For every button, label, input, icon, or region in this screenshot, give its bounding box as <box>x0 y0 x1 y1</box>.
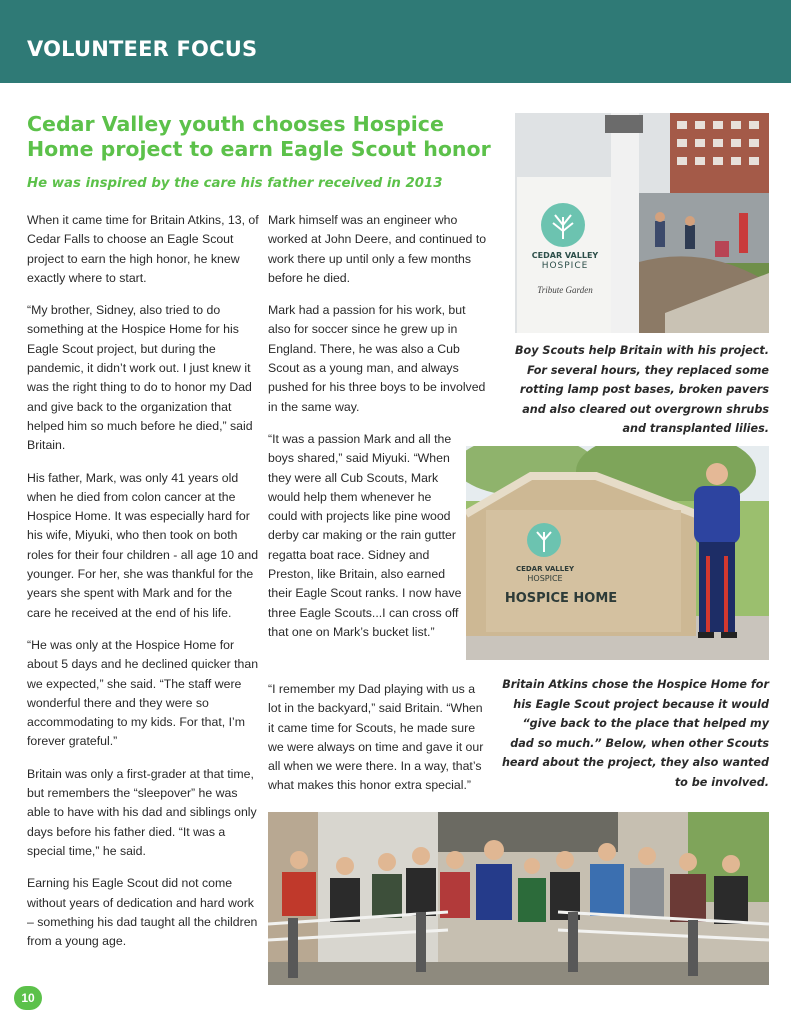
sign-text-tribute-garden: Tribute Garden <box>537 285 593 295</box>
photo-caption-1: Boy Scouts help Britain with his project. For several hours, they replaced some rotting lamp post bases, broken pavers and also cleared out overgrown shrubs and transplanted lilies. <box>515 344 769 435</box>
body-paragraph: “He was only at the Hospice Home for about 5 days and he declined quicker than we expected,” she said. “The staff were wonderful there and they were so accommodating to my kids. For that, I’m forever grateful.” <box>27 637 259 749</box>
body-paragraph: “My brother, Sidney, also tried to do something at the Hospice Home for his Eagle Scout project, but during the pandemic, it didn’t work out. I just knew it was the right thing to do to honor my Dad and give back to the organization that helped him so much before he died,” said Britain. <box>27 303 253 453</box>
section-banner <box>0 0 791 83</box>
article-headline: Cedar Valley youth chooses Hospice Home project to earn Eagle Scout honor <box>27 112 491 161</box>
body-paragraph: “I remember my Dad playing with us a lot in the backyard,” said Britain. “When it came time for Scouts, he made sure we were always on time and gave it our all when we were there. In a way, that’s what makes this honor extra special.” <box>268 682 484 793</box>
hospice-home-sign-photo <box>466 446 769 660</box>
sign-text-cedar-valley: CEDAR VALLEY <box>531 251 599 260</box>
body-paragraph: Britain was only a first-grader at that time, but remembers the “sleepover” he was able to have with his dad and siblings only days before his father died. “It was a special time,” he said. <box>27 766 257 858</box>
page-number-badge: 10 <box>14 986 42 1010</box>
article-subhead: He was inspired by the care his father received in 2013 <box>27 176 443 191</box>
scout-group-photo <box>268 812 769 985</box>
body-paragraph: His father, Mark, was only 41 years old when he died from colon cancer at the Hospice Home. It was especially hard for his wife, Miyuki, who then took on both roles for their four children - all age 10 and younger. For her, she was thankful for the years she spent with Mark and for the care he received at the end of his life. <box>27 470 259 620</box>
sign-text-hospice-2: HOSPICE <box>527 574 563 583</box>
sign-text-hospice: HOSPICE <box>541 261 589 271</box>
body-paragraph: “It was a passion Mark and all the boys shared,” said Miyuki. “When they were all Cub Scouts, Mark would help them whenever he could with projects like pine wood derby car making or the rain gutter regatta boat race. Sidney and Preston, like Britain, also earned their Eagle Scout ranks. I now have three Eagle Scouts...I can cross off that one on Mark’s bucket list.” <box>268 431 462 639</box>
body-column-1 <box>27 211 259 964</box>
section-title: VOLUNTEER FOCUS <box>27 37 258 61</box>
sign-text-hospice-home: HOSPICE HOME <box>504 591 618 606</box>
photo-caption-2: Britain Atkins chose the Hospice Home for his Eagle Scout project because it would “give back to the place that helped my dad so much.” Below, when other Scouts heard about the project, they also wanted to be involved. <box>501 678 769 789</box>
body-paragraph: Mark himself was an engineer who worked at John Deere, and continued to work there up until only a few months before he died. <box>268 213 487 285</box>
tribute-garden-photo <box>515 113 769 333</box>
sign-text-cedar-valley-2: CEDAR VALLEY <box>515 565 575 573</box>
body-paragraph: Earning his Eagle Scout did not come without years of dedication and hard work – something his dad taught all the children from a young age. <box>27 876 258 949</box>
body-paragraph: When it came time for Britain Atkins, 13, of Cedar Falls to choose an Eagle Scout project to earn the high honor, he knew exactly where to start. <box>27 213 259 285</box>
body-paragraph: Mark had a passion for his work, but also for soccer since he grew up in England. There, he was also a Cub Scout as a young man, and always pushed for his three boys to be involved in the same way. <box>268 303 486 414</box>
body-column-2 <box>268 211 490 793</box>
